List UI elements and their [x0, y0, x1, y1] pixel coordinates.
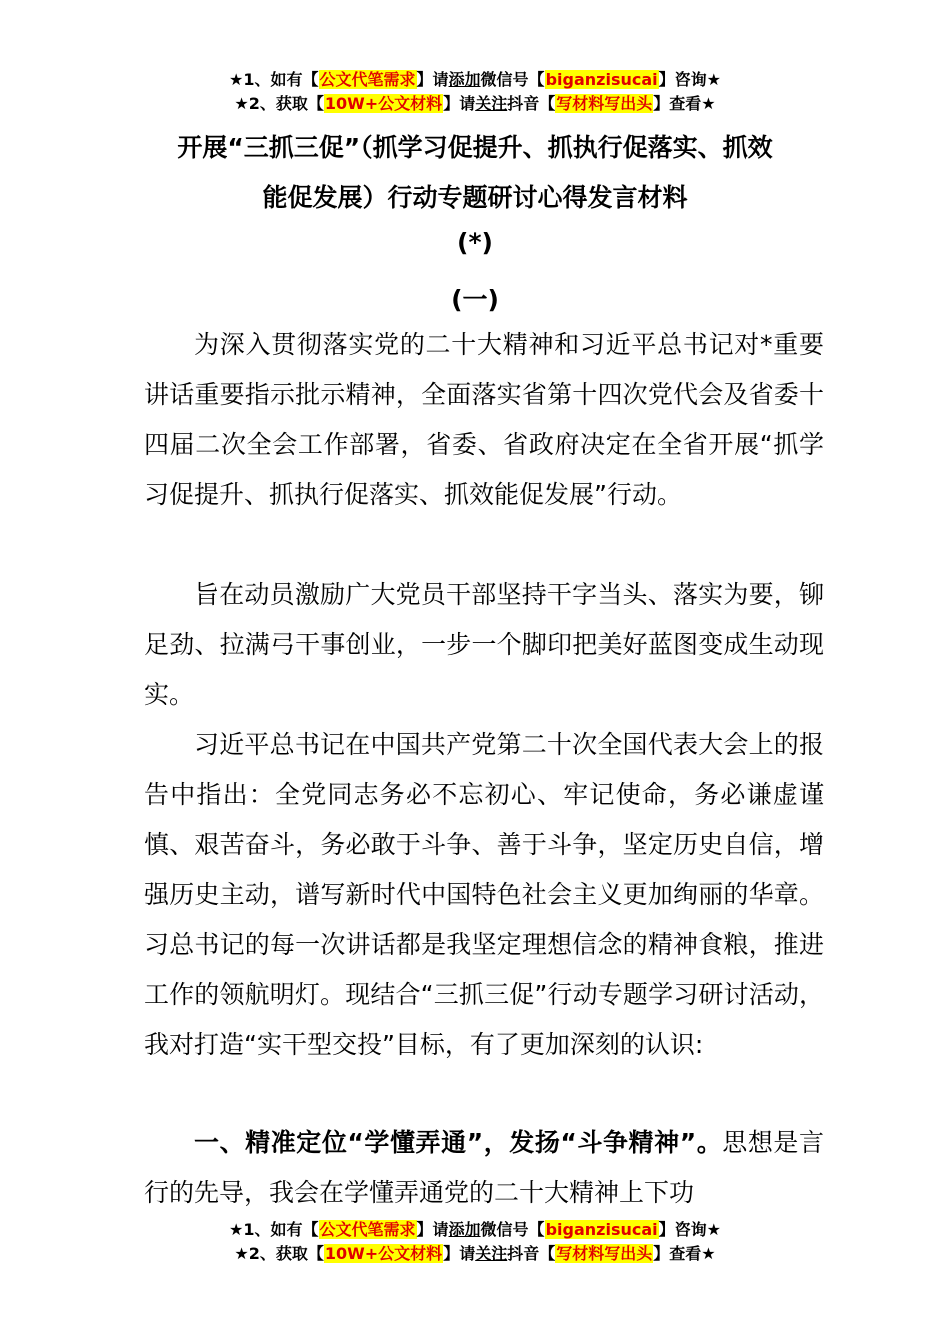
ad-text: 微信号【	[480, 70, 545, 89]
document-title-line-2: 能促发展）行动专题研讨心得发言材料	[262, 183, 688, 212]
ad-douyin-account: 写材料写出头	[556, 1244, 653, 1263]
paragraph-1: 为深入贯彻落实党的二十大精神和习近平总书记对*重要讲话重要指示批示精神，全面落实省第十四次党代会及省委十四届二次全会工作部署，省委、省政府决定在全省开展“抓学习促提升、抓执行促落实、抓效能促发展”行动。	[144, 330, 824, 509]
section-heading: 一、精准定位“学懂弄通”，发扬“斗争精神”。	[194, 1128, 723, 1157]
ad-highlight: 公文代笔需求	[319, 1220, 416, 1239]
ad-underlined: 关注	[475, 1244, 508, 1263]
section-text: 思想是言行的先导，我会在学懂弄通党的二十大精神上下功	[144, 1128, 824, 1207]
paragraph-4	[144, 1118, 824, 1218]
document-subtitle-star: (*)	[457, 228, 493, 257]
ad-text: 】咨询★	[658, 70, 721, 89]
ad-highlight: 公文代笔需求	[319, 70, 416, 89]
document-title-line-1: 开展“三抓三促”（抓学习促提升、抓执行促落实、抓效	[177, 133, 773, 162]
ad-douyin-account: 写材料写出头	[556, 94, 653, 113]
paragraph-3: 习近平总书记在中国共产党第二十次全国代表大会上的报告中指出：全党同志务必不忘初心、牢记使命，务必谦虚谨慎、艰苦奋斗，务必敢于斗争、善于斗争，坚定历史自信，增强历史主动，谱写新时代中国特色社会主义更加绚丽的华章。习总书记的每一次讲话都是我坚定理想信念的精神食粮，推进工作的领航明灯。现结合“三抓三促”行动专题学习研讨活动，我对打造“实干型交投”目标，有了更加深刻的认识:	[144, 730, 824, 1059]
ad-underlined: 关注	[475, 94, 508, 113]
ad-text: ★2、获取【	[234, 94, 324, 113]
footer-ad-line-1	[0, 1218, 950, 1242]
ad-text: 】查看★	[653, 1244, 716, 1263]
ad-wechat-id: biganzisucai	[545, 1220, 658, 1239]
ad-wechat-id: biganzisucai	[545, 70, 658, 89]
footer-ad-line-2	[0, 1242, 950, 1266]
header-ad-line-1	[0, 68, 950, 92]
ad-text: 】请	[416, 70, 449, 89]
header-ad-line-2	[0, 92, 950, 116]
ad-underlined: 添加	[448, 70, 481, 89]
ad-text: 】请	[443, 1244, 476, 1263]
ad-underlined: 添加	[448, 1220, 481, 1239]
ad-text: 】请	[443, 94, 476, 113]
document-subtitle-number: (一)	[451, 285, 499, 314]
ad-text: 】查看★	[653, 94, 716, 113]
ad-text: 】请	[416, 1220, 449, 1239]
ad-highlight: 10W+公文材料	[324, 94, 443, 113]
paragraph-2: 旨在动员激励广大党员干部坚持干字当头、落实为要，铆足劲、拉满弓干事创业，一步一个脚印把美好蓝图变成生动现实。	[144, 580, 824, 709]
ad-text: 抖音【	[507, 94, 556, 113]
ad-text: ★1、如有【	[229, 1220, 319, 1239]
ad-text: 微信号【	[480, 1220, 545, 1239]
ad-text: 抖音【	[507, 1244, 556, 1263]
ad-text: ★2、获取【	[234, 1244, 324, 1263]
ad-text: ★1、如有【	[229, 70, 319, 89]
ad-highlight: 10W+公文材料	[324, 1244, 443, 1263]
ad-text: 】咨询★	[658, 1220, 721, 1239]
